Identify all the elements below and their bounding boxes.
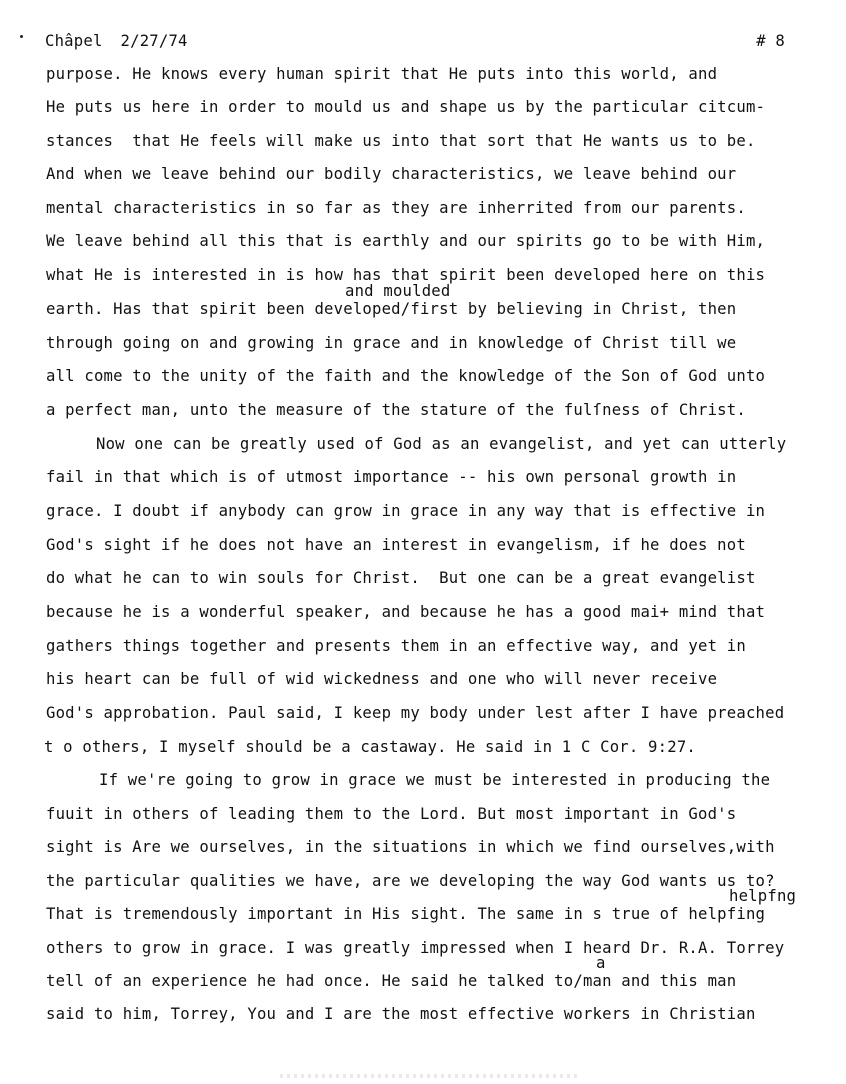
body-line: We leave behind all this that is earthly and our spirits go to be with Him, <box>46 232 766 250</box>
body-line: because he is a wonderful speaker, and because he has a good mai+ mind that <box>46 603 766 621</box>
interlinear-insertion: a <box>596 954 606 972</box>
body-line: all come to the unity of the faith and the knowledge of the Son of God unto <box>46 367 766 385</box>
interlinear-insertion: helpfng <box>729 887 797 905</box>
body-line: fuuit in others of leading them to the Lord. But most important in God's <box>46 805 737 823</box>
body-line: his heart can be full of wid wickedness and one who will never receive <box>46 670 718 688</box>
body-line: grace. I doubt if anybody can grow in grace in any way that is effective in <box>46 502 766 520</box>
body-line: God's approbation. Paul said, I keep my body under lest after I have preached <box>46 704 785 722</box>
body-line: a perfect man, unto the measure of the stature of the fulſness of Christ. <box>46 401 746 419</box>
body-line: through going on and growing in grace and in knowledge of Christ till we <box>46 334 737 352</box>
interlinear-insertion: and moulded <box>345 282 451 300</box>
body-line: fail in that which is of utmost importance -- his own personal growth in <box>46 468 737 486</box>
header-chapel: Châpel <box>45 32 103 50</box>
paragraph-first-line: Now one can be greatly used of God as an evangelist, and yet can utterly <box>96 435 787 453</box>
paragraph-first-line: If we're going to grow in grace we must be interested in producing the <box>99 771 771 789</box>
body-line: purpose. He knows every human spirit that He puts into this world, and <box>46 65 718 83</box>
stray-mark <box>20 35 23 38</box>
body-line: sight is Are we ourselves, in the situations in which we find ourselves,with <box>46 838 775 856</box>
body-line: stances that He feels will make us into that sort that He wants us to be. <box>46 132 756 150</box>
page-header <box>45 32 785 54</box>
body-line: the particular qualities we have, are we developing the way God wants us to? <box>46 872 775 890</box>
body-line: tell of an experience he had once. He said he talked to/man and this man <box>46 972 737 990</box>
body-line: do what he can to win souls for Christ. But one can be a great evangelist <box>46 569 756 587</box>
body-line: said to him, Torrey, You and I are the most effective workers in Christian <box>46 1005 756 1023</box>
body-line: God's sight if he does not have an interest in evangelism, if he does not <box>46 536 746 554</box>
body-line: what He is interested in is how has that spirit been developed here on this <box>46 266 766 284</box>
body-line: earth. Has that spirit been developed/first by believing in Christ, then <box>46 300 737 318</box>
body-line: And when we leave behind our bodily characteristics, we leave behind our <box>46 165 737 183</box>
body-line: others to grow in grace. I was greatly impressed when I heard Dr. R.A. Torrey <box>46 939 785 957</box>
body-line: That is tremendously important in His sight. The same in s true of helpfing <box>46 905 766 923</box>
body-line: t o others, I myself should be a castaway. He said in 1 C Cor. 9:27. <box>44 738 696 756</box>
body-line: He puts us here in order to mould us and shape us by the particular citcum- <box>46 98 766 116</box>
header-title-date <box>45 32 188 50</box>
header-date: 2/27/74 <box>120 32 188 50</box>
body-line: mental characteristics in so far as they are inherrited from our parents. <box>46 199 746 217</box>
scan-artifact <box>280 1074 580 1078</box>
body-line: gathers things together and presents them in an effective way, and yet in <box>46 637 746 655</box>
page-number: # 8 <box>756 32 785 50</box>
